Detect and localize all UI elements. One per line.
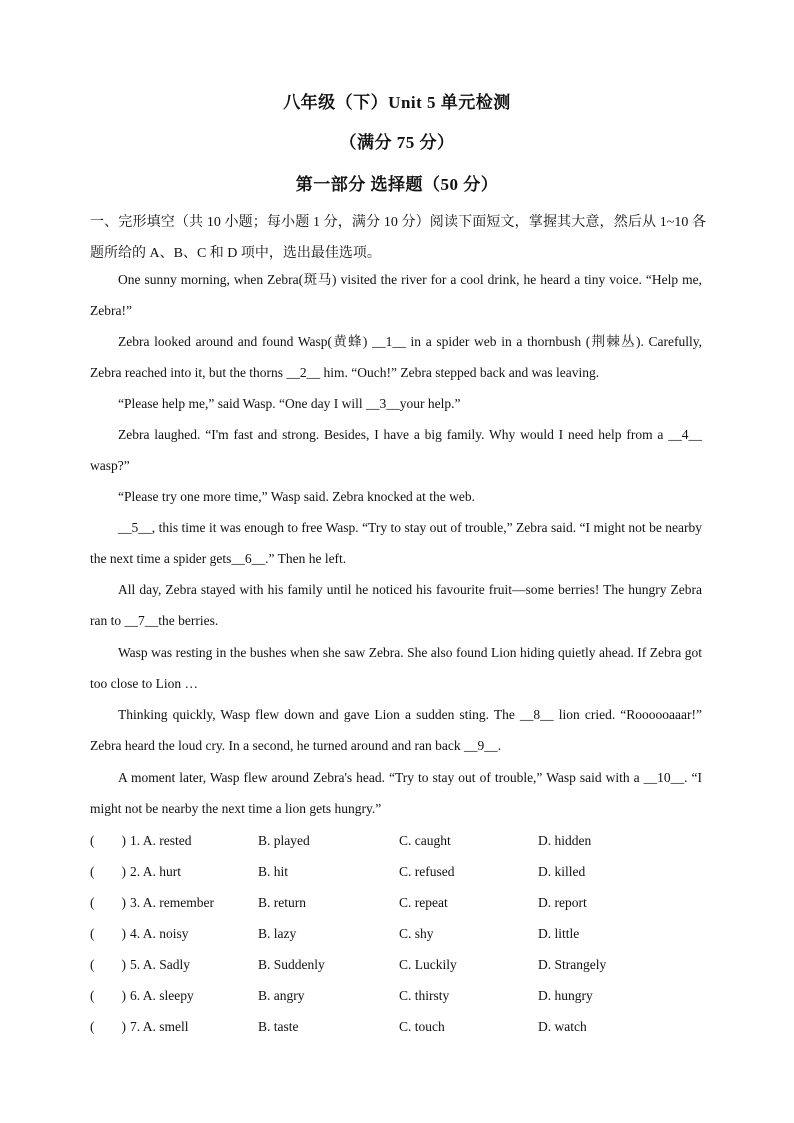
option-a: 1. A. rested (130, 833, 192, 848)
passage-paragraph-8: Wasp was resting in the bushes when she saw Zebra. She also found Lion hiding quietly ahead. If Zebra got too close to Lion … (90, 645, 702, 691)
option-d: D. little (538, 926, 580, 941)
option-c: C. repeat (399, 895, 448, 910)
option-d: D. hungry (538, 988, 593, 1003)
option-d: D. report (538, 895, 587, 910)
option-d: D. hidden (538, 833, 592, 848)
option-a: 2. A. hurt (130, 864, 182, 879)
passage-paragraph-9: Thinking quickly, Wasp flew down and gave Lion a sudden sting. The __8__ lion cried. “Roooooaaar!” Zebra heard the loud cry. In a second, he turned around and ran back __9__. (90, 707, 702, 753)
option-c: C. touch (399, 1019, 445, 1034)
option-c: C. refused (399, 864, 455, 879)
question-row (90, 825, 710, 856)
passage-paragraph-2: Zebra looked around and found Wasp(黄蜂) __1__ in a spider web in a thornbush (荆棘丛). Carefully, Zebra reached into it, but the thorns __2__ him. “Ouch!” Zebra stepped back and was leaving. (90, 334, 702, 380)
option-b: B. lazy (258, 926, 297, 941)
option-b: B. hit (258, 864, 289, 879)
passage-paragraph-5: “Please try one more time,” Wasp said. Zebra knocked at the web. (118, 489, 476, 504)
question-row (90, 887, 710, 918)
question-row (90, 1011, 710, 1042)
answer-blank[interactable]: ( ) (90, 833, 126, 848)
option-b: B. return (258, 895, 306, 910)
option-d: D. killed (538, 864, 586, 879)
option-c: C. caught (399, 833, 451, 848)
passage-paragraph-3: “Please help me,” said Wasp. “One day I will __3__your help.” (118, 396, 461, 411)
answer-blank[interactable]: ( ) (90, 895, 126, 910)
score-line: （满分 75 分） (339, 133, 455, 152)
option-d: D. watch (538, 1019, 587, 1034)
option-b: B. Suddenly (258, 957, 325, 972)
passage-paragraph-6: __5__, this time it was enough to free Wasp. “Try to stay out of trouble,” Zebra said. “I might not be nearby the next time a spider gets__6__.” Then he left. (90, 520, 702, 566)
option-a: 7. A. smell (130, 1019, 189, 1034)
question-row (90, 980, 710, 1011)
question-row (90, 856, 710, 887)
question-row (90, 918, 710, 949)
option-c: C. shy (399, 926, 434, 941)
option-b: B. taste (258, 1019, 299, 1034)
answer-blank[interactable]: ( ) (90, 864, 126, 879)
part-heading: 第一部分 选择题（50 分） (295, 175, 499, 194)
answer-blank[interactable]: ( ) (90, 957, 126, 972)
passage-paragraph-10: A moment later, Wasp flew around Zebra's head. “Try to stay out of trouble,” Wasp said with a __10__. “I might not be nearby the next time a lion gets hungry.” (90, 770, 702, 816)
answer-blank[interactable]: ( ) (90, 926, 126, 941)
question-list (90, 825, 710, 1042)
question-row (90, 949, 710, 980)
option-a: 4. A. noisy (130, 926, 189, 941)
option-c: C. thirsty (399, 988, 450, 1003)
passage-paragraph-7: All day, Zebra stayed with his family until he noticed his favourite fruit—some berries! The hungry Zebra ran to __7__the berries. (90, 582, 702, 628)
answer-blank[interactable]: ( ) (90, 1019, 126, 1034)
option-c: C. Luckily (399, 957, 457, 972)
passage-paragraph-1: One sunny morning, when Zebra(斑马) visited the river for a cool drink, he heard a tiny voice. “Help me, Zebra!” (90, 272, 702, 318)
passage-paragraph-4: Zebra laughed. “I'm fast and strong. Besides, I have a big family. Why would I need help from a __4__ wasp?” (90, 427, 702, 473)
exam-title: 八年级（下）Unit 5 单元检测 (283, 93, 511, 112)
section-instructions: 一、完形填空（共 10 小题；每小题 1 分，满分 10 分）阅读下面短文，掌握其大意，然后从 1~10 各题所给的 A、B、C 和 D 项中，选出最佳选项。 (90, 215, 706, 261)
option-b: B. played (258, 833, 310, 848)
option-b: B. angry (258, 988, 305, 1003)
option-d: D. Strangely (538, 957, 607, 972)
option-a: 5. A. Sadly (130, 957, 191, 972)
answer-blank[interactable]: ( ) (90, 988, 126, 1003)
option-a: 6. A. sleepy (130, 988, 194, 1003)
option-a: 3. A. remember (130, 895, 214, 910)
